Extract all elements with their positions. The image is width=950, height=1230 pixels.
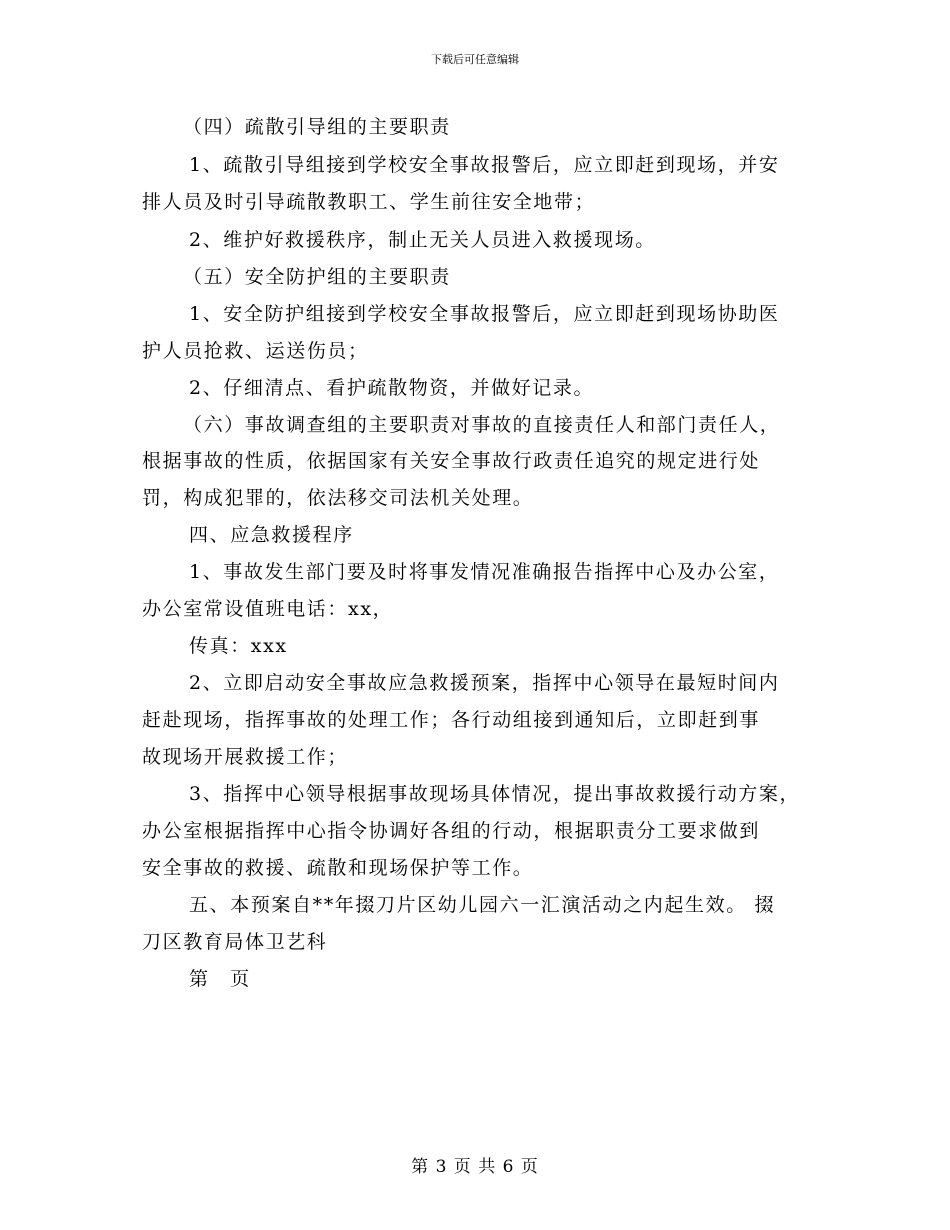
page-footer: 第 3 页 共 6 页 — [411, 1157, 539, 1177]
page-header: 下载后可任意编辑 — [431, 53, 519, 66]
section-6-heading: （六）事故调查组的主要职责对事故的直接责任人和部门责任人， — [183, 414, 781, 436]
paragraph-line: 3、指挥中心领导根据事故现场具体情况，提出事故救援行动方案， — [189, 783, 801, 805]
paragraph-line: 1、事故发生部门要及时将事发情况准确报告指挥中心及办公室， — [189, 561, 780, 583]
paragraph-line: 安全事故的救援、疏散和现场保护等工作。 — [142, 857, 534, 879]
paragraph-line: 办公室常设值班电话：xx， — [142, 598, 394, 620]
paragraph-line: 办公室根据指挥中心指令协调好各组的行动，根据职责分工要求做到 — [142, 820, 761, 842]
paragraph-line: 排人员及时引导疏散教职工、学生前往安全地带； — [142, 191, 596, 213]
paragraph-line: 2、仔细清点、看护疏散物资，并做好记录。 — [189, 377, 595, 399]
paragraph-line: 2、维护好救援秩序，制止无关人员进入救援现场。 — [189, 229, 656, 251]
paragraph-line: 根据事故的性质，依据国家有关安全事故行政责任追究的规定进行处 — [142, 450, 761, 472]
paragraph-line: 2、立即启动安全事故应急救援预案，指挥中心领导在最短时间内 — [189, 672, 780, 694]
paragraph-line: 刀区教育局体卫艺科 — [142, 931, 328, 953]
paragraph-line: 赶赴现场，指挥事故的处理工作；各行动组接到通知后，立即赶到事 — [142, 709, 761, 731]
section-4-heading: （四）疏散引导组的主要职责 — [183, 116, 451, 138]
paragraph-line: 罚，构成犯罪的，依法移交司法机关处理。 — [142, 487, 534, 509]
section-5-heading: （五）安全防护组的主要职责 — [183, 266, 451, 288]
paragraph-line: 护人员抢救、运送伤员； — [142, 340, 369, 362]
paragraph-line: 故现场开展救援工作； — [142, 746, 349, 768]
paragraph-line: 传真：xxx — [189, 635, 288, 657]
paragraph-line: 1、疏散引导组接到学校安全事故报警后，应立即赶到现场，并安 — [189, 154, 780, 176]
page-marker-text: 第 页 — [189, 968, 251, 990]
chapter-4-heading: 四、应急救援程序 — [189, 524, 354, 546]
chapter-5-line: 五、本预案自**年掇刀片区幼儿园六一汇演活动之内起生效。 掇 — [189, 894, 776, 916]
paragraph-line: 1、安全防护组接到学校安全事故报警后，应立即赶到现场协助医 — [189, 303, 780, 325]
